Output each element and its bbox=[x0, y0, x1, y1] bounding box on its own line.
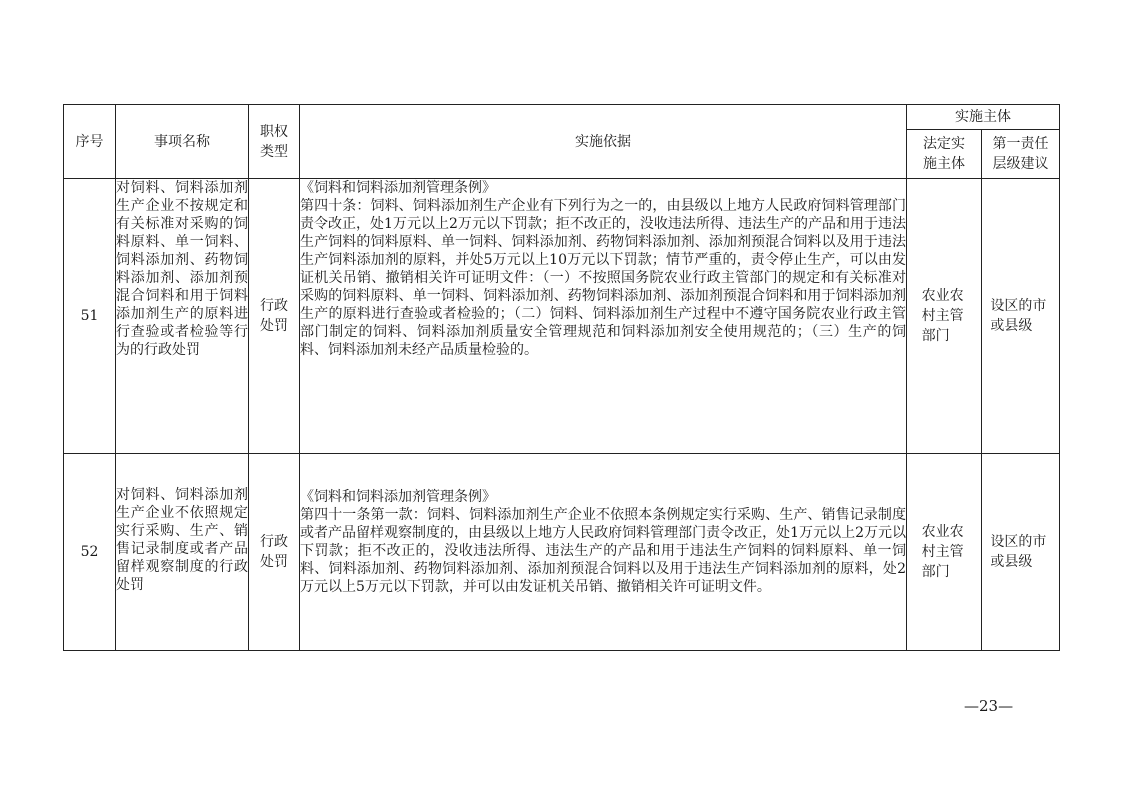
header-basis: 实施依据 bbox=[300, 105, 907, 179]
header-item-name: 事项名称 bbox=[116, 105, 249, 179]
row-seq: 51 bbox=[64, 179, 116, 454]
header-first-level: 第一责任层级建议 bbox=[982, 130, 1060, 179]
basis-text: 第四十条：饲料、饲料添加剂生产企业有下列行为之一的，由县级以上地方人民政府饲料管理部门责令改正，处1万元以上2万元以下罚款；拒不改正的，没收违法所得、违法生产的产品和用于违法生产饲料的饲料原料、单一饲料、饲料添加剂、药物饲料添加剂、添加剂预混合饲料以及用于违法生产饲料添加剂的原料，并处5万元以上10万元以下罚款；情节严重的，责令停止生产，可以由发证机关吊销、撤销相关许可证明文件：（一）不按照国务院农业行政主管部门的规定和有关标准对采购的饲料原料、单一饲料、饲料添加剂、药物饲料添加剂、添加剂预混合饲料和用于饲料添加剂生产的原料进行查验或者检验的；（二）饲料、饲料添加剂生产过程中不遵守国务院农业行政主管部门制定的饲料、饲料添加剂质量安全管理规范和饲料添加剂安全使用规范的；（三）生产的饲料、饲料添加剂未经产品质量检验的。 bbox=[300, 198, 906, 358]
basis-text: 第四十一条第一款：饲料、饲料添加剂生产企业不依照本条例规定实行采购、生产、销售记录制度或者产品留样观察制度的，由县级以上地方人民政府饲料管理部门责令改正，处1万元以上2万元以下罚款；拒不改正的，没收违法所得、违法生产的产品和用于违法生产饲料的饲料原料、单一饲料、饲料添加剂、药物饲料添加剂、添加剂预混合饲料以及用于违法生产饲料添加剂的原料，处2万元以上5万元以下罚款，并可以由发证机关吊销、撤销相关许可证明文件。 bbox=[300, 507, 906, 595]
row-first-level: 设区的市或县级 bbox=[982, 454, 1060, 651]
basis-title: 《饲料和饲料添加剂管理条例》 bbox=[300, 180, 496, 196]
basis-title: 《饲料和饲料添加剂管理条例》 bbox=[300, 489, 496, 505]
row-power-type: 行政处罚 bbox=[249, 179, 300, 454]
header-seq: 序号 bbox=[64, 105, 116, 179]
row-seq: 52 bbox=[64, 454, 116, 651]
page-number: —23— bbox=[964, 697, 1014, 715]
header-power-type: 职权类型 bbox=[249, 105, 300, 179]
row-basis bbox=[300, 179, 907, 454]
row-power-type: 行政处罚 bbox=[249, 454, 300, 651]
row-item-name: 对饲料、饲料添加剂生产企业不依照规定实行采购、生产、销售记录制度或者产品留样观察制度的行政处罚 bbox=[116, 454, 249, 651]
header-subject-group: 实施主体 bbox=[907, 105, 1060, 130]
header-legal-subject: 法定实施主体 bbox=[907, 130, 982, 179]
authority-table bbox=[63, 104, 1060, 651]
row-first-level: 设区的市或县级 bbox=[982, 179, 1060, 454]
row-item-name: 对饲料、饲料添加剂生产企业不按规定和有关标准对采购的饲料原料、单一饲料、饲料添加剂、药物饲料添加剂、添加剂预混合饲料和用于饲料添加剂生产的原料进行查验或者检验等行为的行政处罚 bbox=[116, 179, 249, 454]
row-legal-subject: 农业农村主管部门 bbox=[907, 179, 982, 454]
table-row bbox=[64, 454, 1060, 651]
row-basis bbox=[300, 454, 907, 651]
table-row bbox=[64, 179, 1060, 454]
row-legal-subject: 农业农村主管部门 bbox=[907, 454, 982, 651]
